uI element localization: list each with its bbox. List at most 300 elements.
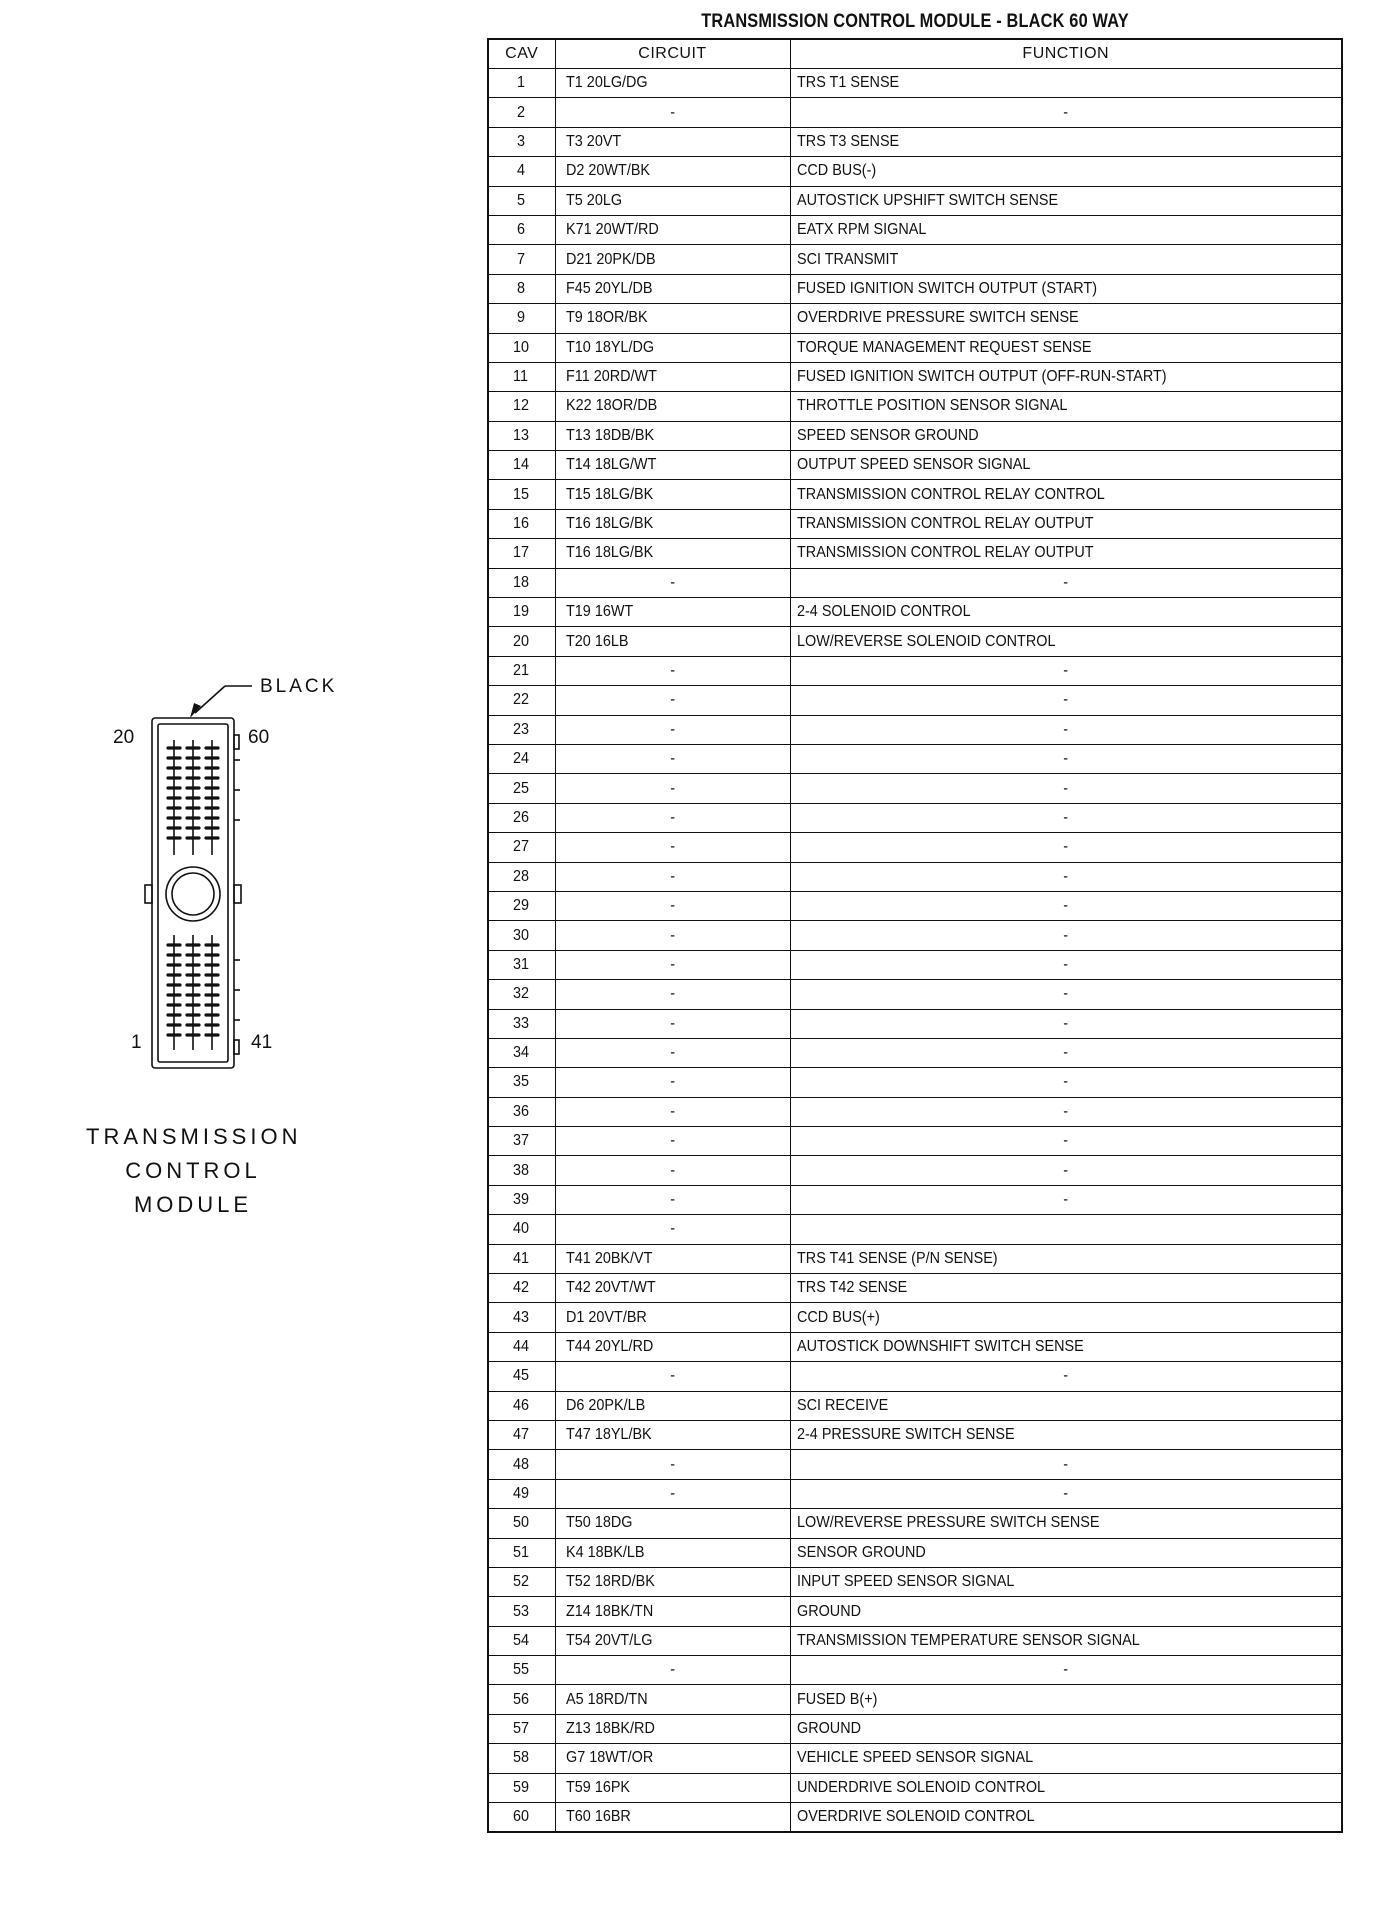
function-text: FUSED IGNITION SWITCH OUTPUT (OFF-RUN-START) <box>796 368 1167 386</box>
cell-circuit <box>555 421 790 450</box>
cav-text: 34 <box>512 1044 529 1062</box>
table-row <box>488 451 1342 480</box>
cell-cav <box>488 1215 555 1244</box>
cav-text: 46 <box>512 1396 529 1414</box>
table-row <box>488 69 1342 98</box>
cell-function <box>790 1685 1342 1714</box>
cell-function <box>790 950 1342 979</box>
circuit-text: - <box>670 750 675 768</box>
cell-function <box>790 774 1342 803</box>
cell-function <box>790 1656 1342 1685</box>
cell-circuit <box>555 1244 790 1273</box>
cell-cav <box>488 333 555 362</box>
circuit-text: - <box>670 573 675 591</box>
table-row <box>488 1450 1342 1479</box>
table-row <box>488 215 1342 244</box>
cell-circuit <box>555 1538 790 1567</box>
cell-cav <box>488 744 555 773</box>
circuit-text: - <box>670 1044 675 1062</box>
circuit-text: - <box>670 779 675 797</box>
cell-cav <box>488 1185 555 1214</box>
cav-text: 6 <box>517 221 526 239</box>
cell-cav <box>488 451 555 480</box>
cell-function <box>790 627 1342 656</box>
header-cav: CAV <box>488 39 555 69</box>
function-text: TRS T42 SENSE <box>796 1279 907 1297</box>
cav-text: 23 <box>512 720 529 738</box>
cell-cav <box>488 1685 555 1714</box>
table-row <box>488 304 1342 333</box>
cav-text: 37 <box>512 1132 529 1150</box>
cell-function <box>790 1479 1342 1508</box>
cell-circuit <box>555 1656 790 1685</box>
table-row <box>488 392 1342 421</box>
cav-text: 7 <box>517 250 526 268</box>
cell-circuit <box>555 1009 790 1038</box>
table-row <box>488 274 1342 303</box>
table-row <box>488 1068 1342 1097</box>
cav-text: 58 <box>512 1749 529 1767</box>
cell-function <box>790 1744 1342 1773</box>
function-text: VEHICLE SPEED SENSOR SIGNAL <box>796 1749 1033 1767</box>
cell-cav <box>488 245 555 274</box>
cell-cav <box>488 480 555 509</box>
cell-function <box>790 1714 1342 1743</box>
table-row <box>488 333 1342 362</box>
cav-text: 20 <box>512 632 529 650</box>
cav-text: 38 <box>512 1161 529 1179</box>
circuit-text: T20 16LB <box>565 632 628 650</box>
cell-circuit <box>555 480 790 509</box>
cell-circuit <box>555 1391 790 1420</box>
circuit-text: - <box>670 897 675 915</box>
cell-circuit <box>555 186 790 215</box>
cav-text: 16 <box>512 515 529 533</box>
cell-circuit <box>555 1509 790 1538</box>
circuit-text: D1 20VT/BR <box>565 1308 647 1326</box>
function-text: UNDERDRIVE SOLENOID CONTROL <box>796 1778 1045 1796</box>
function-text: - <box>1063 1132 1069 1150</box>
cell-circuit <box>555 627 790 656</box>
cell-circuit <box>555 451 790 480</box>
table-row <box>488 1215 1342 1244</box>
circuit-text: - <box>670 1484 675 1502</box>
function-text: - <box>1063 573 1069 591</box>
cell-circuit <box>555 1626 790 1655</box>
circuit-text: T13 18DB/BK <box>565 426 654 444</box>
table-row <box>488 1391 1342 1420</box>
circuit-text: - <box>670 955 675 973</box>
pin-label-top-left: 20 <box>113 727 135 748</box>
circuit-text: F45 20YL/DB <box>565 279 652 297</box>
cell-function <box>790 127 1342 156</box>
table-row <box>488 509 1342 538</box>
cell-function <box>790 921 1342 950</box>
cell-function <box>790 539 1342 568</box>
table-row <box>488 656 1342 685</box>
cell-function <box>790 1156 1342 1185</box>
cell-cav <box>488 627 555 656</box>
function-text: - <box>1063 1661 1069 1679</box>
cell-circuit <box>555 744 790 773</box>
cell-circuit <box>555 1185 790 1214</box>
function-text: - <box>1063 1102 1069 1120</box>
table-row <box>488 686 1342 715</box>
function-text: OVERDRIVE SOLENOID CONTROL <box>796 1808 1035 1826</box>
cav-text: 57 <box>512 1720 529 1738</box>
function-text: - <box>1063 808 1069 826</box>
circuit-text: - <box>670 1102 675 1120</box>
table-row <box>488 1185 1342 1214</box>
function-text: TORQUE MANAGEMENT REQUEST SENSE <box>796 338 1091 356</box>
cell-function <box>790 744 1342 773</box>
cell-circuit <box>555 656 790 685</box>
table-title: TRANSMISSION CONTROL MODULE - BLACK 60 WAY <box>701 11 1129 32</box>
table-row <box>488 1744 1342 1773</box>
cav-text: 45 <box>512 1367 529 1385</box>
function-text: OUTPUT SPEED SENSOR SIGNAL <box>796 456 1030 474</box>
cav-text: 42 <box>512 1279 529 1297</box>
cell-cav <box>488 1244 555 1273</box>
cell-function <box>790 1244 1342 1273</box>
cell-function <box>790 1215 1342 1244</box>
table-row <box>488 1097 1342 1126</box>
circuit-text: - <box>670 1220 675 1238</box>
circuit-text: - <box>670 1161 675 1179</box>
circuit-text: T10 18YL/DG <box>565 338 654 356</box>
cell-cav <box>488 686 555 715</box>
circuit-text: T47 18YL/BK <box>565 1426 652 1444</box>
cell-function <box>790 451 1342 480</box>
table-row <box>488 950 1342 979</box>
cell-circuit <box>555 950 790 979</box>
table-row <box>488 157 1342 186</box>
table-row <box>488 1567 1342 1596</box>
connector-color-label: BLACK <box>260 676 338 697</box>
cell-circuit <box>555 1038 790 1067</box>
function-text: TRANSMISSION CONTROL RELAY OUTPUT <box>796 544 1094 562</box>
circuit-text: K4 18BK/LB <box>565 1543 644 1561</box>
table-row <box>488 1009 1342 1038</box>
pinout-table <box>487 38 1343 1833</box>
cell-cav <box>488 1714 555 1743</box>
circuit-text: T14 18LG/WT <box>565 456 656 474</box>
cav-text: 43 <box>512 1308 529 1326</box>
cell-circuit <box>555 1303 790 1332</box>
cell-circuit <box>555 304 790 333</box>
cell-function <box>790 833 1342 862</box>
function-text: - <box>1063 926 1069 944</box>
table-row <box>488 1332 1342 1361</box>
function-text: - <box>1063 897 1069 915</box>
cav-text: 29 <box>512 897 529 915</box>
cell-cav <box>488 1479 555 1508</box>
table-row <box>488 1127 1342 1156</box>
cell-function <box>790 421 1342 450</box>
circuit-text: T50 18DG <box>565 1514 632 1532</box>
circuit-text: D2 20WT/BK <box>565 162 650 180</box>
cell-cav <box>488 598 555 627</box>
circuit-text: - <box>670 867 675 885</box>
cell-function <box>790 1509 1342 1538</box>
cell-function <box>790 245 1342 274</box>
function-text: - <box>1063 691 1069 709</box>
circuit-text: - <box>670 1014 675 1032</box>
circuit-text: T5 20LG <box>565 191 622 209</box>
cell-cav <box>488 1097 555 1126</box>
cav-text: 36 <box>512 1102 529 1120</box>
cell-function <box>790 1773 1342 1802</box>
cell-circuit <box>555 1803 790 1833</box>
cell-circuit <box>555 1362 790 1391</box>
cell-cav <box>488 392 555 421</box>
function-text: OVERDRIVE PRESSURE SWITCH SENSE <box>796 309 1079 327</box>
cav-text: 18 <box>512 573 529 591</box>
cell-cav <box>488 1303 555 1332</box>
cell-cav <box>488 1068 555 1097</box>
function-text: EATX RPM SIGNAL <box>796 221 926 239</box>
cell-cav <box>488 274 555 303</box>
circuit-text: T16 18LG/BK <box>565 515 653 533</box>
cell-circuit <box>555 862 790 891</box>
circuit-text: G7 18WT/OR <box>565 1749 653 1767</box>
cell-circuit <box>555 774 790 803</box>
cav-text: 26 <box>512 808 529 826</box>
cav-text: 55 <box>512 1661 529 1679</box>
cell-cav <box>488 1274 555 1303</box>
cav-text: 5 <box>517 191 526 209</box>
circuit-text: - <box>670 1073 675 1091</box>
cav-text: 59 <box>512 1778 529 1796</box>
circuit-text: - <box>670 1132 675 1150</box>
cell-cav <box>488 1597 555 1626</box>
cell-cav <box>488 774 555 803</box>
cav-text: 32 <box>512 985 529 1003</box>
cell-cav <box>488 833 555 862</box>
circuit-text: T19 16WT <box>565 603 633 621</box>
cell-cav <box>488 1656 555 1685</box>
cell-function <box>790 862 1342 891</box>
function-text: - <box>1063 103 1069 121</box>
cav-text: 60 <box>512 1808 529 1826</box>
cav-text: 24 <box>512 750 529 768</box>
cell-function <box>790 1626 1342 1655</box>
function-text: - <box>1063 1014 1069 1032</box>
cell-function <box>790 1450 1342 1479</box>
function-text: TRANSMISSION TEMPERATURE SENSOR SIGNAL <box>796 1631 1140 1649</box>
cell-function <box>790 656 1342 685</box>
table-row <box>488 1803 1342 1833</box>
circuit-text: - <box>670 662 675 679</box>
cell-circuit <box>555 715 790 744</box>
function-text: - <box>1063 1367 1069 1385</box>
table-row <box>488 921 1342 950</box>
cell-cav <box>488 69 555 98</box>
table-row <box>488 1038 1342 1067</box>
cell-function <box>790 1332 1342 1361</box>
function-text: FUSED B(+) <box>796 1690 877 1708</box>
cav-text: 56 <box>512 1690 529 1708</box>
table-row <box>488 568 1342 597</box>
cell-cav <box>488 127 555 156</box>
cav-text: 3 <box>517 132 526 150</box>
function-text: 2-4 PRESSURE SWITCH SENSE <box>796 1426 1015 1444</box>
function-text: - <box>1063 720 1069 738</box>
cav-text: 4 <box>517 162 526 180</box>
table-row <box>488 1626 1342 1655</box>
table-header-row <box>488 39 1342 69</box>
table-row <box>488 1479 1342 1508</box>
cell-cav <box>488 980 555 1009</box>
cell-circuit <box>555 1215 790 1244</box>
circuit-text: - <box>670 720 675 738</box>
function-text: 2-4 SOLENOID CONTROL <box>796 603 971 621</box>
cell-cav <box>488 186 555 215</box>
cell-circuit <box>555 1097 790 1126</box>
cell-circuit <box>555 127 790 156</box>
circuit-text: - <box>670 838 675 856</box>
cell-cav <box>488 715 555 744</box>
circuit-text: Z13 18BK/RD <box>565 1720 655 1738</box>
cell-function <box>790 568 1342 597</box>
cell-function <box>790 69 1342 98</box>
function-text: SCI TRANSMIT <box>796 250 898 268</box>
cell-function <box>790 1274 1342 1303</box>
circuit-text: - <box>670 808 675 826</box>
circuit-text: T42 20VT/WT <box>565 1279 656 1297</box>
cav-text: 39 <box>512 1191 529 1209</box>
cav-text: 8 <box>517 279 526 297</box>
cell-function <box>790 980 1342 1009</box>
table-row <box>488 744 1342 773</box>
circuit-text: - <box>670 1367 675 1385</box>
cell-circuit <box>555 1685 790 1714</box>
caption-line: MODULE <box>133 1192 253 1217</box>
cell-function <box>790 1538 1342 1567</box>
function-text: GROUND <box>796 1720 861 1738</box>
function-text: SPEED SENSOR GROUND <box>796 426 979 444</box>
cell-cav <box>488 1038 555 1067</box>
circuit-text: T1 20LG/DG <box>565 74 648 92</box>
cav-text: 33 <box>512 1014 529 1032</box>
cell-cav <box>488 1509 555 1538</box>
cell-function <box>790 157 1342 186</box>
cell-function <box>790 891 1342 920</box>
cell-circuit <box>555 803 790 832</box>
table-row <box>488 480 1342 509</box>
function-text: GROUND <box>796 1602 861 1620</box>
pin-label-bottom-left: 1 <box>131 1032 142 1053</box>
function-text: CCD BUS(+) <box>796 1308 880 1326</box>
function-text: - <box>1063 838 1069 856</box>
cell-circuit <box>555 1156 790 1185</box>
cell-circuit <box>555 833 790 862</box>
diagram-caption <box>86 1120 300 1222</box>
cell-cav <box>488 568 555 597</box>
function-text: TRS T41 SENSE (P/N SENSE) <box>796 1249 998 1267</box>
cav-text: 13 <box>512 426 529 444</box>
circuit-text: T15 18LG/BK <box>565 485 653 503</box>
table-row <box>488 1714 1342 1743</box>
cell-cav <box>488 1362 555 1391</box>
circuit-text: - <box>670 1191 675 1209</box>
cav-text: 10 <box>512 338 529 356</box>
cell-circuit <box>555 1714 790 1743</box>
cell-cav <box>488 1744 555 1773</box>
caption-line: CONTROL <box>125 1158 261 1183</box>
cell-circuit <box>555 157 790 186</box>
circuit-text: T52 18RD/BK <box>565 1573 655 1591</box>
cav-text: 25 <box>512 779 529 797</box>
function-text: - <box>1063 1455 1069 1473</box>
table-row <box>488 1656 1342 1685</box>
function-text: INPUT SPEED SENSOR SIGNAL <box>796 1573 1014 1591</box>
function-text: AUTOSTICK DOWNSHIFT SWITCH SENSE <box>796 1337 1084 1355</box>
function-text: - <box>1063 1484 1069 1502</box>
cav-text: 31 <box>512 955 529 973</box>
function-text: AUTOSTICK UPSHIFT SWITCH SENSE <box>796 191 1058 209</box>
function-text: TRS T3 SENSE <box>796 132 899 150</box>
table-row <box>488 1420 1342 1449</box>
circuit-text: D6 20PK/LB <box>565 1396 645 1414</box>
circuit-text: T60 16BR <box>565 1808 631 1826</box>
circuit-text: - <box>670 985 675 1003</box>
table-row <box>488 891 1342 920</box>
cav-text: 53 <box>512 1602 529 1620</box>
circuit-text: - <box>670 103 675 121</box>
function-text: - <box>1063 662 1069 679</box>
cav-text: 35 <box>512 1073 529 1091</box>
cell-circuit <box>555 362 790 391</box>
cell-cav <box>488 1626 555 1655</box>
cell-function <box>790 803 1342 832</box>
table-row <box>488 1538 1342 1567</box>
function-text: - <box>1063 750 1069 768</box>
cell-cav <box>488 1009 555 1038</box>
function-text: - <box>1063 1161 1069 1179</box>
cell-function <box>790 1597 1342 1626</box>
cell-cav <box>488 656 555 685</box>
cell-function <box>790 1803 1342 1833</box>
cell-circuit <box>555 1597 790 1626</box>
cell-circuit <box>555 1744 790 1773</box>
cell-cav <box>488 1450 555 1479</box>
connector-illustration <box>0 0 480 1300</box>
table-row <box>488 1156 1342 1185</box>
cell-function <box>790 1038 1342 1067</box>
cell-cav <box>488 1127 555 1156</box>
cell-function <box>790 1127 1342 1156</box>
cav-text: 9 <box>517 309 526 327</box>
cell-function <box>790 1097 1342 1126</box>
cell-function <box>790 1068 1342 1097</box>
table-row <box>488 833 1342 862</box>
cell-cav <box>488 421 555 450</box>
circuit-text: K22 18OR/DB <box>565 397 657 415</box>
cav-text: 40 <box>512 1220 529 1238</box>
cav-text: 21 <box>512 662 529 679</box>
cell-function <box>790 304 1342 333</box>
cell-circuit <box>555 1773 790 1802</box>
table-row <box>488 98 1342 127</box>
cell-circuit <box>555 274 790 303</box>
cell-cav <box>488 1567 555 1596</box>
function-text: - <box>1063 867 1069 885</box>
cell-cav <box>488 1538 555 1567</box>
table-row <box>488 862 1342 891</box>
function-text: - <box>1063 1044 1069 1062</box>
caption-line: TRANSMISSION <box>86 1124 302 1149</box>
